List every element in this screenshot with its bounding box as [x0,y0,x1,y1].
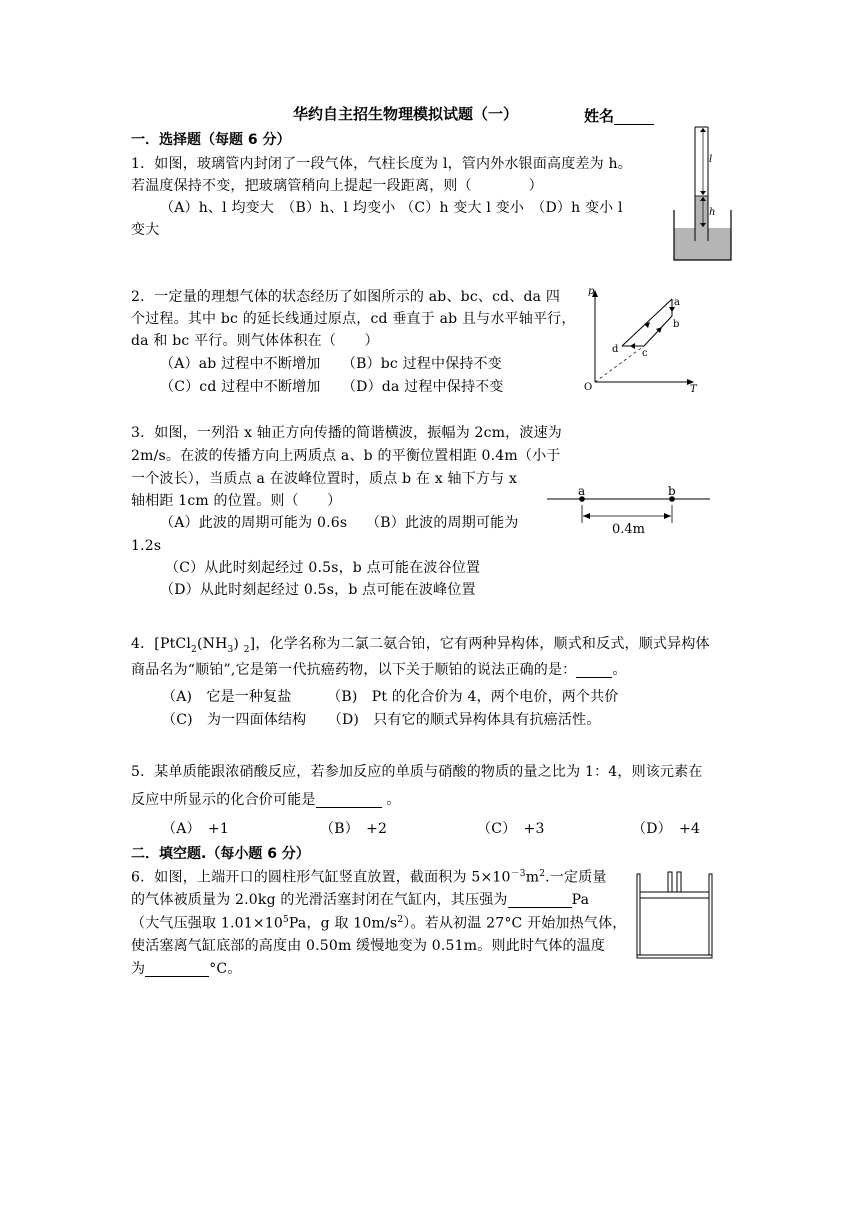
q4-line-3: （A) 它是一种复盐 （B) Pt 的化合价为 4，两个电价，两个共价 [162,689,619,705]
name-blank [614,109,654,125]
q6-text: （大气压强取 1.01×10 [131,915,283,932]
q6-text: ）。若从初温 27°C 开始加热气体， [403,915,627,932]
q4-formula-part: (NH [196,636,228,652]
q5-option-b: （B） +2 [320,821,388,837]
q6-sup: 2 [539,869,546,879]
q2-point-b: b [673,319,680,330]
q4-formula-sub: 2 [191,644,197,655]
q2-line-2: 个过程。其中 bc 的延长线通过原点，cd 垂直于 ab 且与水平轴平行， [131,311,576,327]
q6-line-4: 使活塞离气缸底部的高度由 0.50m 缓慢地变为 0.51m。则此时气体的温度 [131,938,606,954]
q1-line-1: 1．如图，玻璃管内封闭了一段气体，气柱长度为 l，管内外水银面高度差为 h。 [131,156,632,172]
q3-line-8: （D）从此时刻起经过 0.5s，b 点可能在波峰位置 [160,582,476,598]
section-heading-choice: 一．选择题（每题 6 分） [131,132,291,148]
q6-text: m [525,869,540,886]
q4-formula-sub: 3 [227,644,234,655]
q3-point-a: a [578,484,586,498]
q6-pressure-blank [508,893,572,908]
q4-text: ]，化学名称为二氯二氨合铂，它有两种异构体，顺式和反式，顺式异构体 [249,636,710,652]
q6-line-1 [131,870,607,885]
q4-answer-blank [576,663,612,678]
q6-text: 的气体被质量为 2.0kg 的光滑活塞封闭在气缸内，其压强为 [131,892,508,908]
q2-line-1: 2．一定量的理想气体的状态经历了如图所示的 ab、bc、cd、da 四 [131,289,561,305]
q2-line-4: （A）ab 过程中不断增加 （B）bc 过程中保持不变 [160,356,503,372]
q2-origin: O [584,382,593,393]
q6-temperature-blank [145,962,209,977]
q4-text-end: 。 [612,662,627,678]
q6-text: .一定质量 [545,869,607,886]
q4-formula-part: ) [233,636,244,652]
q3-line-1: 3．如图，一列沿 x 轴正方向传播的简谐横波，振幅为 2cm，波速为 [131,425,562,441]
q6-cylinder-figure [628,862,718,962]
q6-text: Pa，g 取 10m/s [288,915,398,932]
q6-line-5 [131,962,242,977]
q2-line-3: da 和 bc 平行。则气体体积在（ ） [131,333,379,349]
name-field [584,109,654,125]
q6-text: 为 [131,961,146,977]
q4-line-2 [131,663,627,678]
q3-point-b: b [668,484,676,498]
q4-text: 商品名为“顺铂”,它是第一代抗癌药物，以下关于顺铂的说法正确的是： [131,662,577,678]
q3-line-4: 轴相距 1cm 的位置。则（ ） [131,493,342,509]
q3-distance-label: 0.4m [612,522,646,537]
page-title: 华约自主招生物理模拟试题（一） [293,105,519,123]
q2-line-5: （C）cd 过程中不断增加 （D）da 过程中保持不变 [160,379,504,395]
q4-line-4: （C) 为一四面体结构 （D) 只有它的顺式异构体具有抗癌活性。 [162,712,601,728]
q6-sup: 5 [282,915,289,925]
q2-pt-diagram [580,280,700,395]
q1-label-l: l [709,154,713,165]
q5-text: 反应中所显示的化合价可能是 [131,792,316,808]
q3-line-7: （C）从此时刻起经过 0.5s，b 点可能在波谷位置 [165,560,481,576]
section-heading-fill: 二．填空题.（每小题 6 分） [131,846,310,862]
q3-line-6: 1.2s [131,538,162,554]
q6-text: 6．如图，上端开口的圆柱形气缸竖直放置，截面积为 5×10 [131,869,511,886]
name-label: 姓名 [584,107,615,125]
q1-line-4: 变大 [131,222,160,238]
q6-sup: 2 [397,915,404,925]
q4-formula-sub: 2 [243,644,250,655]
q4-formula-part: 4．[PtCl [131,636,192,652]
q6-text: °C。 [209,961,242,977]
q5-option-a: （A） +1 [162,821,229,837]
q6-sup: －3 [510,869,526,879]
q4-line-1 [131,637,710,655]
q5-line-1: 5．某单质能跟浓硝酸反应，若参加反应的单质与硝酸的物质的量之比为 1：4，则该元素在 [131,764,703,780]
q5-option-d: （D） +4 [632,821,701,837]
q3-line-2: 2m/s。在波的传播方向上两质点 a、b 的平衡位置相距 0.4m（小于 [131,448,561,464]
q5-answer-blank [316,793,382,808]
q1-line-2: 若温度保持不变，把玻璃管稍向上提起一段距离，则（ ） [131,178,543,194]
q1-line-3: （A）h、l 均变大 （B）h、l 均变小 （C）h 变大 l 变小 （D）h 变小 l [160,200,623,216]
q3-line-5: （A）此波的周期可能为 0.6s （B）此波的周期可能为 [160,515,519,531]
q3-line-3: 一个波长），当质点 a 在波峰位置时，质点 b 在 x 轴下方与 x [131,471,518,487]
q5-text-end: 。 [381,792,401,808]
q6-line-3 [131,916,626,931]
q2-axis-p: p [588,286,595,297]
q2-axis-T: T [690,384,697,395]
q2-point-c: c [642,348,648,359]
q1-label-h: h [709,207,716,218]
q3-wave-figure [545,483,715,538]
q5-line-2 [131,793,400,808]
q1-tube-figure [665,120,745,265]
q5-option-c: （C） +3 [477,821,545,837]
q2-point-d: d [612,344,619,355]
q6-text: Pa [571,892,590,908]
q2-point-a: a [674,297,680,308]
q6-line-2 [131,893,589,908]
